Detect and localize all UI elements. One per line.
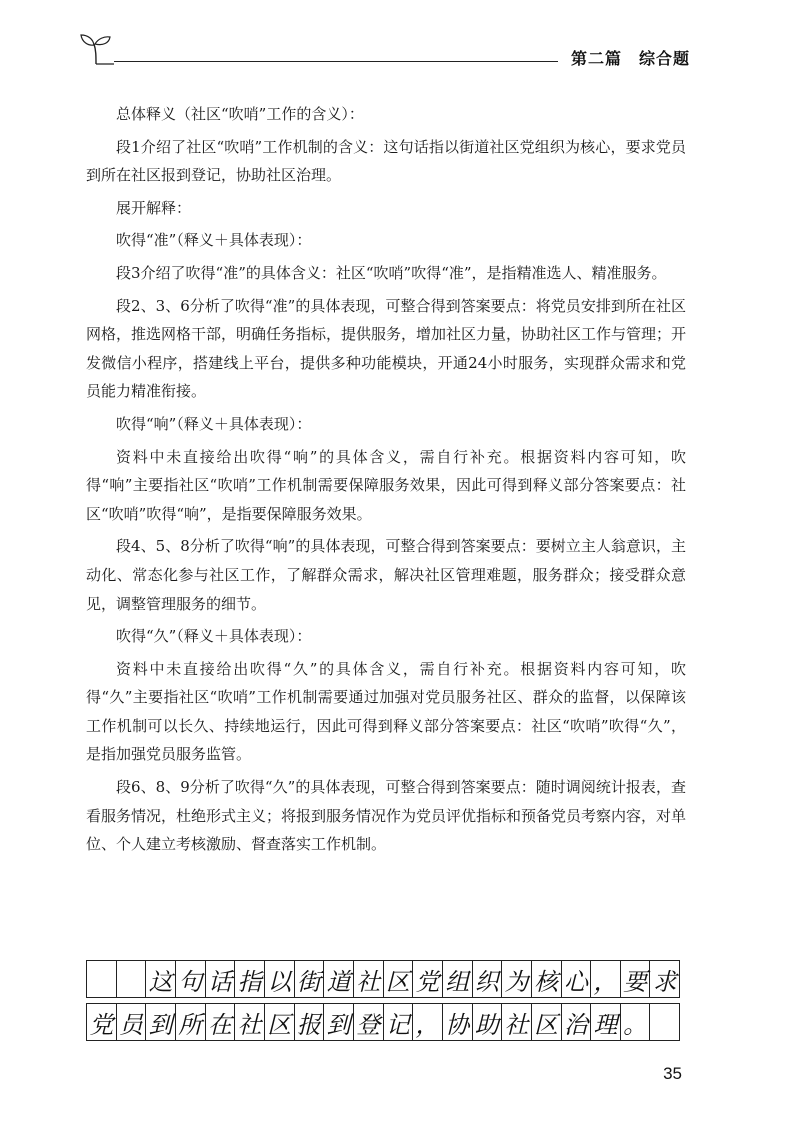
grid-cell: 协	[443, 1004, 473, 1040]
grid-cell: 党	[413, 961, 443, 997]
header-rule	[114, 61, 558, 62]
page-header	[78, 28, 690, 68]
paragraph: 资料中未直接给出吹得“久”的具体含义，需自行补充。根据资料内容可知，吹得“久”主要指社区“吹哨”工作机制需要通过加强对党员服务社区、群众的监督，以保障该工作机制可以长久、持续地运行，因此可得到释义部分答案要点：社区“吹哨”吹得“久”，是指加强党员服务监管。	[86, 659, 686, 764]
grid-cell: 指	[235, 961, 265, 997]
paragraph: 段1介绍了社区“吹哨”工作机制的含义：这句话指以街道社区党组织为核心，要求党员到所在社区报到登记，协助社区治理。	[86, 137, 686, 185]
paragraph: 吹得“准”（释义＋具体表现）：	[116, 231, 312, 250]
grid-cell: 区	[532, 1004, 562, 1040]
grid-cell: 这	[146, 961, 176, 997]
grid-cell: ，	[413, 1004, 443, 1040]
answer-grid-row-2	[86, 1003, 680, 1041]
grid-cell: 报	[295, 1004, 325, 1040]
grid-cell: 求	[652, 967, 677, 996]
grid-cell: 记	[384, 1004, 414, 1040]
grid-cell: 要	[621, 961, 651, 997]
grid-cell: 句	[176, 961, 206, 997]
grid-cell: 助	[473, 1004, 503, 1040]
paragraph: 段4、5、8分析了吹得“响”的具体表现，可整合得到答案要点：要树立主人翁意识，主动化、常态化参与社区工作，了解群众需求，解决社区管理难题，服务群众；接受群众意见，调整管理服务的细节。	[86, 537, 686, 613]
sprout-icon	[78, 32, 114, 66]
grid-cell: 区	[265, 1004, 295, 1040]
grid-cell: 党	[87, 1004, 117, 1040]
grid-cell: 社	[502, 1004, 532, 1040]
grid-cell: 以	[265, 961, 295, 997]
section-title: 第二篇 综合题	[570, 49, 690, 68]
grid-cell	[117, 961, 147, 997]
grid-cell: 理	[591, 1004, 621, 1040]
grid-cell: 所	[176, 1004, 206, 1040]
grid-cell: 治	[562, 1004, 592, 1040]
paragraph: 段2、3、6分析了吹得“准”的具体表现，可整合得到答案要点：将党员安排到所在社区网格，推选网格干部，明确任务指标，提供服务，增加社区力量，协助社区工作与管理；开发微信小程序，搭建线上平台，提供多种功能模块，开通24小时服务，实现群众需求和党员能力精准衔接。	[86, 296, 687, 401]
answer-grid-row-1	[86, 960, 680, 998]
paragraph: 展开解释：	[116, 198, 192, 217]
grid-cell: 社	[235, 1004, 265, 1040]
grid-cell: 道	[324, 961, 354, 997]
paragraph: 吹得“响”（释义＋具体表现）：	[116, 414, 312, 433]
grid-cell: 员	[117, 1004, 147, 1040]
grid-cell: 核	[532, 961, 562, 997]
paragraph: 段6、8、9分析了吹得“久”的具体表现，可整合得到答案要点：随时调阅统计报表，查看服务情况，杜绝形式主义；将报到服务情况作为党员评优指标和预备党员考察内容，对单位、个人建立考核激励、督查落实工作机制。	[86, 778, 687, 854]
paragraph: 段3介绍了吹得“准”的具体含义：社区“吹哨”吹得“准”，是指精准选人、精准服务。	[116, 263, 667, 282]
grid-cell: 心	[562, 961, 592, 997]
grid-cell: 话	[206, 961, 236, 997]
grid-cell: 织	[473, 961, 503, 997]
grid-cell: 街	[295, 961, 325, 997]
grid-cell: 在	[206, 1004, 236, 1040]
grid-cell: 登	[354, 1004, 384, 1040]
paragraph: 吹得“久”（释义＋具体表现）：	[116, 627, 312, 646]
grid-cell: 。	[621, 1004, 651, 1040]
page-number: 35	[663, 1064, 682, 1083]
body-text	[86, 100, 686, 863]
grid-cell: ，	[591, 961, 621, 997]
grid-cell: 到	[324, 1004, 354, 1040]
paragraph: 资料中未直接给出吹得“响”的具体含义，需自行补充。根据资料内容可知，吹得“响”主要指社区“吹哨”工作机制需要保障服务效果，因此可得到释义部分答案要点：社区“吹哨”吹得“响”，是指要保障服务效果。	[86, 447, 686, 523]
grid-cell	[650, 1004, 679, 1040]
grid-cell: 区	[384, 961, 414, 997]
grid-cell	[87, 961, 117, 997]
grid-cell: 到	[146, 1004, 176, 1040]
grid-cell: 组	[443, 961, 473, 997]
grid-cell: 社	[354, 961, 384, 997]
paragraph: 总体释义（社区“吹哨”工作的含义）：	[116, 105, 364, 123]
grid-cell: 为	[502, 961, 532, 997]
